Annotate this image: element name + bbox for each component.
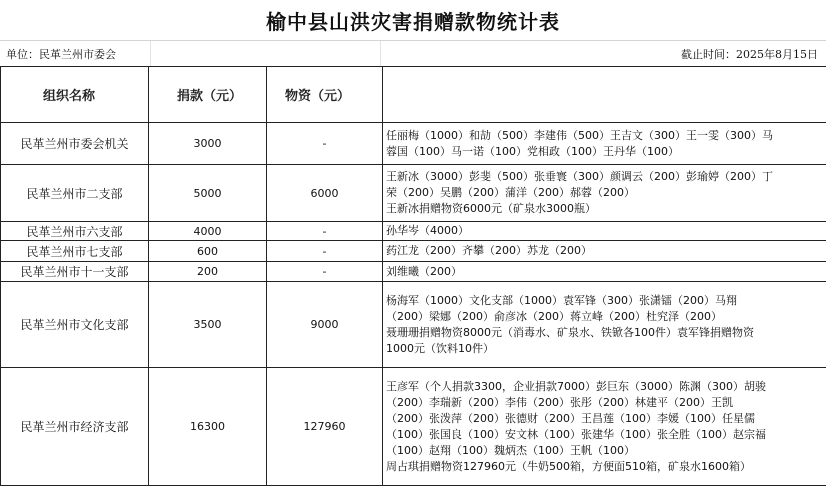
money-cell: 600 — [149, 241, 267, 262]
header-org: 组织名称 — [1, 67, 149, 123]
detail-cell — [383, 222, 826, 241]
header-goods: 物资（元） — [267, 67, 383, 123]
goods-cell: - — [267, 262, 383, 282]
detail-line: 杨海军（1000）文化支部（1000）袁军锋（300）张潇镭（200）马翔 — [386, 293, 737, 307]
detail-line: 王彦军（个人捐款3300，企业捐款7000）彭巨东（3000）陈渊（300）胡骏 — [386, 379, 766, 393]
table-row — [1, 262, 826, 282]
detail-line: 蓉国（100）马一诺（100）党相政（100）王丹华（100） — [386, 144, 679, 158]
detail-cell — [383, 282, 826, 368]
header-money: 捐款（元） — [149, 67, 267, 123]
detail-cell — [383, 368, 826, 486]
table-row — [1, 282, 826, 368]
money-cell: 16300 — [149, 368, 267, 486]
money-cell: 200 — [149, 262, 267, 282]
detail-line: 荣（200）吴鹏（200）蒲洋（200）郝蓉（200） — [386, 186, 635, 199]
detail-line: 任丽梅（1000）和劼（500）李建伟（500）王吉文（300）王一雯（300）马 — [386, 128, 773, 142]
table-row — [1, 123, 826, 165]
detail-cell — [383, 241, 826, 262]
goods-cell: 9000 — [267, 282, 383, 368]
table-title: 榆中县山洪灾害捐赠款物统计表 — [266, 9, 560, 34]
header-row — [1, 67, 826, 123]
meta-row — [0, 40, 826, 67]
detail-cell — [383, 165, 826, 222]
detail-line: （100）张国良（100）安文林（100）张建华（100）张全胜（100）赵宗福 — [386, 427, 766, 441]
detail-line: 周占琪捐赠物资127960元（牛奶500箱，方便面510箱，矿泉水1600箱） — [386, 459, 751, 473]
detail-line: （200）李瑞新（200）李伟（200）张彤（200）林建平（200）王凯 — [386, 395, 733, 409]
goods-cell: - — [267, 241, 383, 262]
money-cell: 3500 — [149, 282, 267, 368]
org-name: 民革兰州市经济支部 — [1, 368, 149, 486]
detail-line: 聂珊珊捐赠物资8000元（消毒水、矿泉水、铁锨各100件）袁军锋捐赠物资 — [386, 325, 754, 339]
detail-line: （100）赵翔（100）魏炳杰（100）王帆（100） — [386, 443, 635, 457]
goods-cell: - — [267, 222, 383, 241]
detail-line: 药江龙（200）齐攀（200）苏龙（200） — [386, 244, 592, 257]
header-detail — [383, 67, 826, 123]
cell-divider — [150, 41, 151, 67]
detail-line: 刘维曦（200） — [386, 264, 462, 278]
org-name: 民革兰州市六支部 — [1, 222, 149, 241]
detail-cell — [383, 123, 826, 165]
goods-cell: 6000 — [267, 165, 383, 222]
goods-cell: - — [267, 123, 383, 165]
detail-line: （200）张泼萍（200）张德财（200）王昌莲（100）李媛（100）任星儒 — [386, 411, 755, 425]
money-cell: 3000 — [149, 123, 267, 165]
deadline-label: 截止时间：2025年8月15日 — [681, 48, 818, 61]
detail-line: 王新冰捐赠物资6000元（矿泉水3000瓶） — [386, 202, 596, 215]
table-row — [1, 222, 826, 241]
cell-divider — [380, 41, 381, 67]
goods-cell: 127960 — [267, 368, 383, 486]
money-cell: 5000 — [149, 165, 267, 222]
detail-line: 王新冰（3000）彭斐（500）张垂寰（300）颜调云（200）彭瑜婷（200）丁 — [386, 170, 773, 183]
table-row — [1, 368, 826, 486]
table-row — [1, 165, 826, 222]
detail-line: （200）梁娜（200）俞彦冰（200）蒋立峰（200）杜究泽（200） — [386, 309, 722, 323]
money-cell: 4000 — [149, 222, 267, 241]
org-name: 民革兰州市十一支部 — [1, 262, 149, 282]
org-name: 民革兰州市二支部 — [1, 165, 149, 222]
org-name: 民革兰州市文化支部 — [1, 282, 149, 368]
detail-cell — [383, 262, 826, 282]
org-name: 民革兰州市委会机关 — [1, 123, 149, 165]
table-row — [1, 241, 826, 262]
unit-label: 单位：民革兰州市委会 — [6, 48, 116, 61]
detail-line: 1000元（饮料10件） — [386, 341, 494, 355]
org-name: 民革兰州市七支部 — [1, 241, 149, 262]
detail-line: 孙华岑（4000） — [386, 224, 469, 237]
donation-table — [0, 66, 826, 486]
